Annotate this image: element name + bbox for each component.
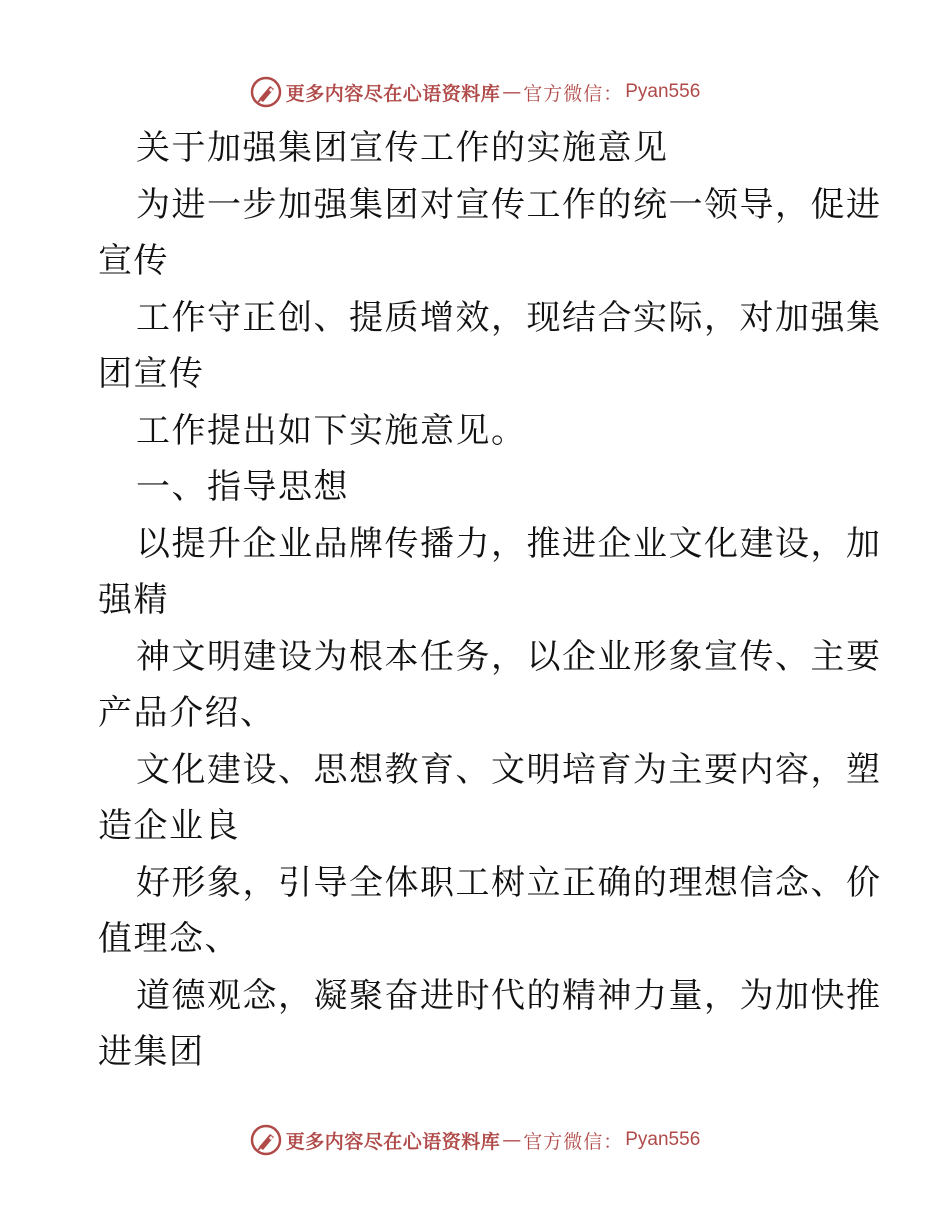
paragraph-line: 值理念、 [98,919,240,959]
section-heading: 一、指导思想 [136,467,349,507]
header-banner [0,72,950,112]
paragraph-line: 团宣传 [98,354,205,394]
separator-dash: — [502,81,522,103]
paragraph-line: 好形象，引导全体职工树立正确的理想信念、价 [136,862,882,903]
paragraph-line: 造企业良 [98,806,240,846]
brand-text: 更多内容尽在心语资料库 [285,1130,501,1153]
pen-logo-icon [250,76,282,108]
paragraph-line: 宣传 [98,241,169,281]
document-title: 关于加强集团宣传工作的实施意见 [136,128,669,168]
paragraph-line: 工作守正创、提质增效，现结合实际，对加强集 [136,297,882,338]
brand-text: 更多内容尽在心语资料库 [285,82,501,105]
paragraph-line: 为进一步加强集团对宣传工作的统一领导，促进 [136,184,882,225]
wechat-id: Pyan556 [625,81,701,102]
paragraph-line: 强精 [98,580,169,620]
pen-logo-icon [250,1124,282,1156]
paragraph-line: 产品介绍、 [98,693,276,733]
document-body [98,120,882,1081]
wechat-id: Pyan556 [625,1129,701,1150]
wechat-label: 官方微信： [523,82,624,105]
footer-banner [0,1120,950,1160]
paragraph-line: 神文明建设为根本任务，以企业形象宣传、主要 [136,636,882,677]
paragraph-line: 文化建设、思想教育、文明培育为主要内容，塑 [136,749,882,790]
paragraph-line: 工作提出如下实施意见。 [136,410,527,451]
paragraph-line: 以提升企业品牌传播力，推进企业文化建设，加 [136,523,882,564]
separator-dash: — [502,1129,522,1151]
paragraph-line: 道德观念，凝聚奋进时代的精神力量，为加快推 [136,975,882,1016]
wechat-label: 官方微信： [523,1130,624,1153]
paragraph-line: 进集团 [98,1032,205,1072]
